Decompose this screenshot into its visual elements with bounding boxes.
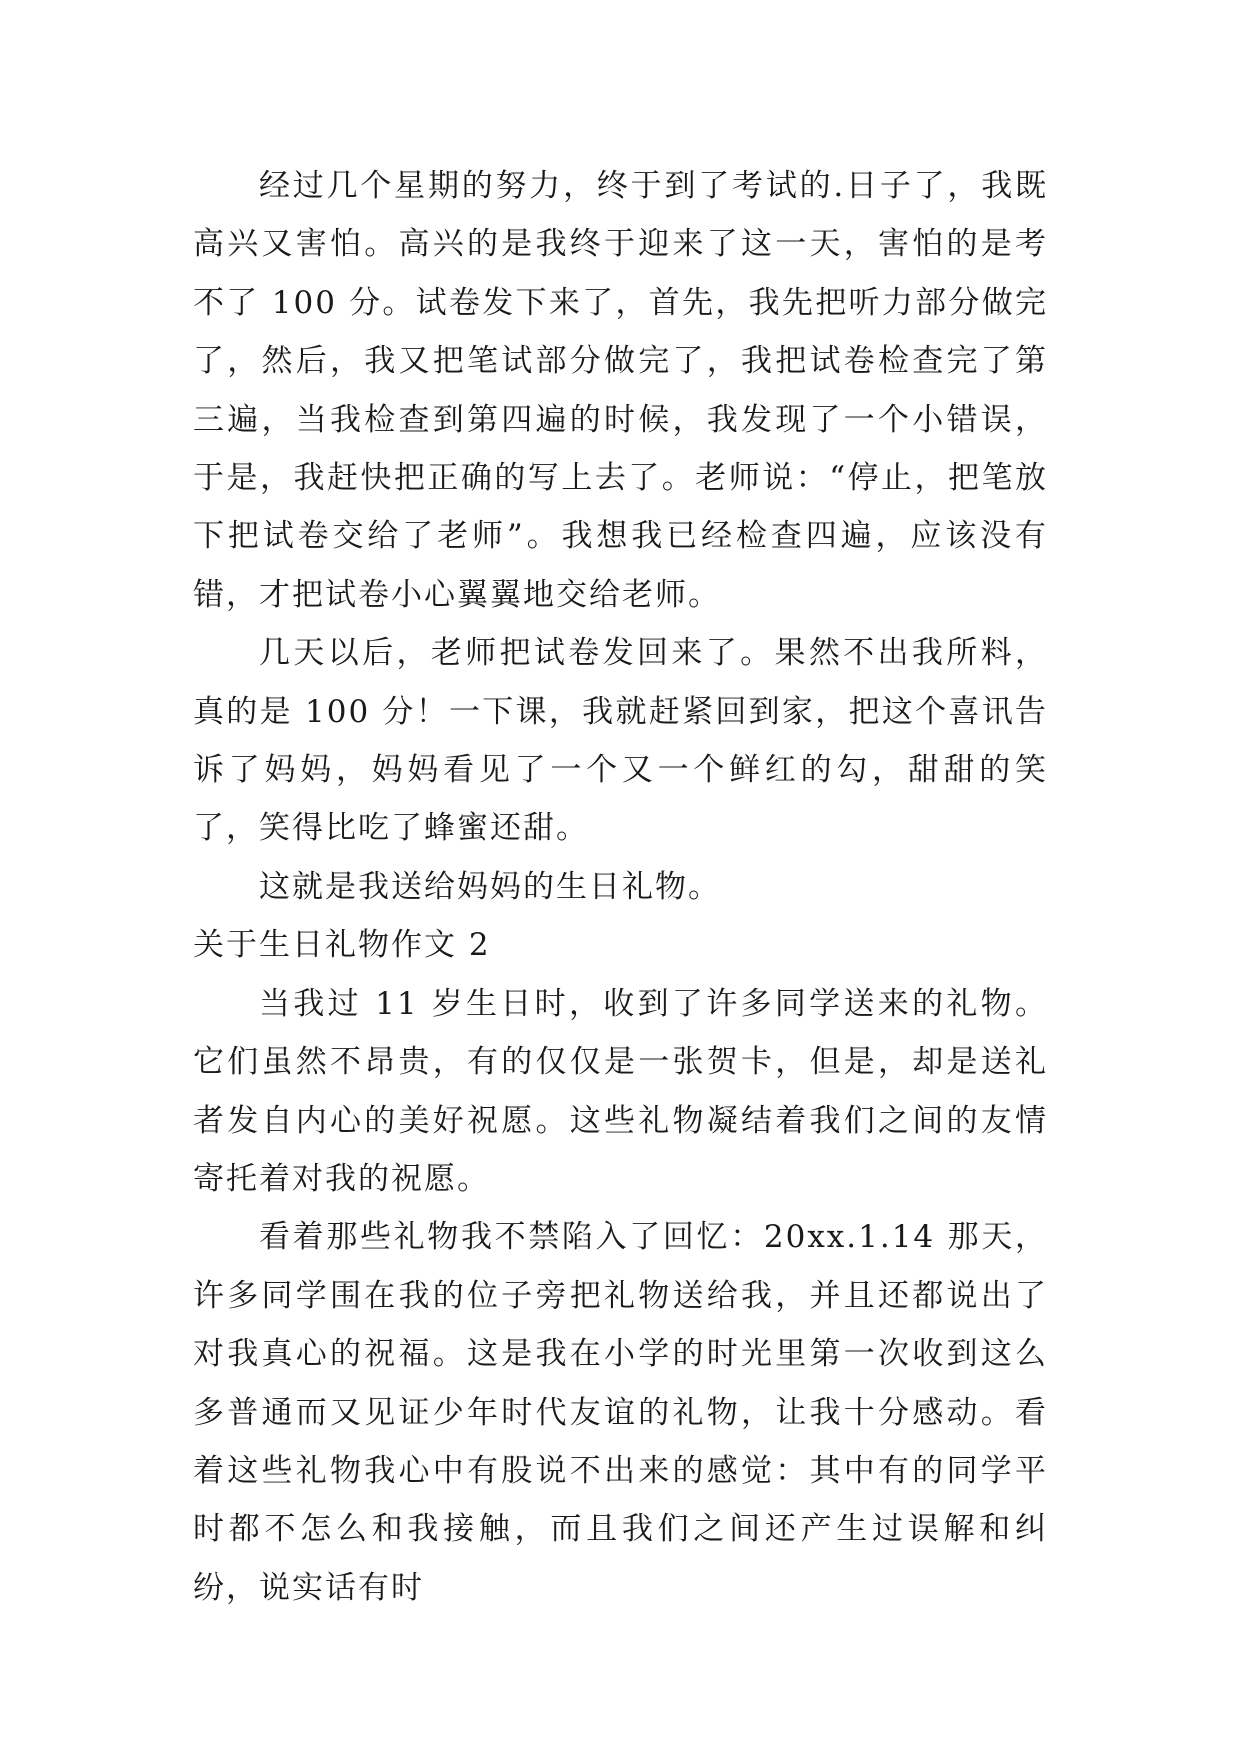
paragraph-test-result: 几天以后，老师把试卷发回来了。果然不出我所料，真的是 100 分！一下课，我就赶紧回到家，把这个喜讯告诉了妈妈，妈妈看见了一个又一个鲜红的勾，甜甜的笑了，笑得比吃了蜂蜜还甜。 <box>193 635 1048 847</box>
essay-heading: 关于生日礼物作文 2 <box>193 927 491 964</box>
paragraph-exam-story: 经过几个星期的努力，终于到了考试的.日子了，我既高兴又害怕。高兴的是我终于迎来了这一天，害怕的是考不了 100 分。试卷发下来了，首先，我先把听力部分做完了，然后，我又把笔试部分做完了，我把试卷检查完了第三遍，当我检查到第四遍的时候，我发现了一个小错误，于是，我赶快把正确的写上去了。老师说：“停止，把笔放下把试卷交给了老师”。我想我已经检查四遍，应该没有错，才把试卷小心翼翼地交给老师。 <box>193 168 1048 613</box>
paragraph-memory: 看着那些礼物我不禁陷入了回忆：20xx.1.14 那天，许多同学围在我的位子旁把礼物送给我，并且还都说出了对我真心的祝福。这是我在小学的时光里第一次收到这么多普通而又见证少年时代友谊的礼物，让我十分感动。看着这些礼物我心中有股说不出来的感觉：其中有的同学平时都不怎么和我接触，而且我们之间还产生过误解和纠纷，说实话有时 <box>193 1219 1048 1606</box>
paragraph-birthday-gift: 这就是我送给妈妈的生日礼物。 <box>259 868 721 905</box>
paragraph-eleventh-birthday: 当我过 11 岁生日时，收到了许多同学送来的礼物。它们虽然不昂贵，有的仅仅是一张贺卡，但是，却是送礼者发自内心的美好祝愿。这些礼物凝结着我们之间的友情寄托着对我的祝愿。 <box>193 985 1048 1197</box>
document-body <box>193 157 1048 1617</box>
